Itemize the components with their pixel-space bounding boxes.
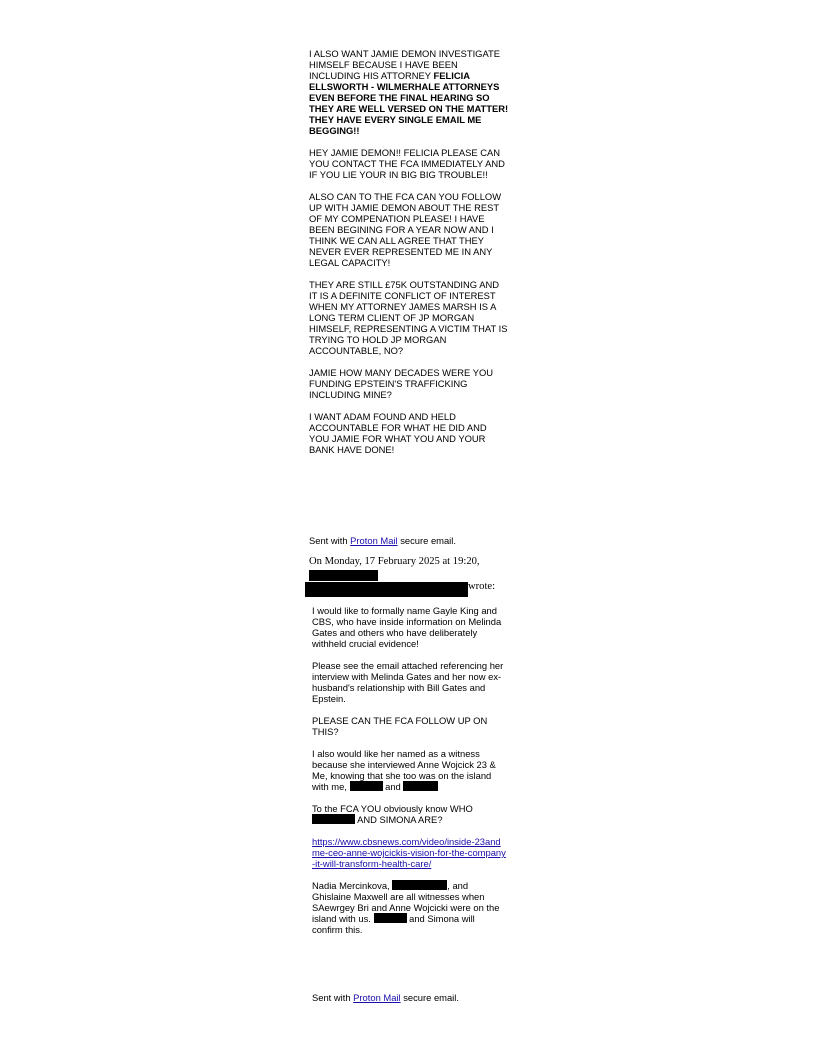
redaction-block — [374, 913, 407, 923]
quoted-paragraph-3: PLEASE CAN THE FCA FOLLOW UP ON THIS? — [312, 715, 488, 737]
quoted-paragraph-5-text: To the FCA YOU obviously know WHO — [312, 803, 473, 814]
proton-signature-2 — [312, 992, 459, 1003]
quote-header-date: On Monday, 17 February 2025 at 19:20, — [309, 556, 480, 567]
signature-prefix: Sent with — [312, 992, 354, 1003]
signature-suffix: secure email. — [397, 535, 456, 546]
quoted-paragraph-6 — [312, 880, 507, 935]
quoted-paragraph-6-text: Nadia Mercinkova, — [312, 880, 393, 891]
cbs-news-link-paragraph — [312, 836, 507, 869]
quoted-paragraph-6-middle: , and Ghislaine Maxwell are all witnesses when SAewrgey Bri and Anne Wojcicki were on the island with us. — [312, 880, 500, 924]
quoted-paragraph-5-end: AND SIMONA ARE? — [355, 814, 443, 825]
quoted-paragraph-4 — [312, 748, 507, 792]
cbs-news-link[interactable]: https://www.cbsnews.com/video/inside-23andme-ceo-anne-wojcickis-vision-for-the-company-it-will-transform-health-care/ — [312, 836, 506, 869]
email-body-2 — [312, 605, 507, 946]
paragraph-1-bold-text: FELICIA ELLSWORTH - WILMERHALE ATTORNEYS EVEN BEFORE THE FINAL HEARING SO THEY ARE WELL VERSED ON THE MATTER! THEY HAVE EVERY SINGLE EMAIL ME BEGGING!! — [309, 70, 509, 136]
redaction-block — [350, 781, 383, 791]
quoted-paragraph-2: Please see the email attached referencing her interview with Melinda Gates and her now ex-husband's relationship with Bill Gates and Epstein. — [312, 660, 504, 704]
quoted-paragraph-5 — [312, 803, 507, 825]
proton-signature-1 — [309, 535, 456, 546]
quote-header-wrote: wrote: — [468, 581, 496, 592]
proton-mail-link[interactable]: Proton Mail — [350, 535, 398, 546]
paragraph-2: HEY JAMIE DEMON!! FELICIA PLEASE CAN YOU CONTACT THE FCA IMMEDIATELY AND IF YOU LIE YOUR IN BIG BIG TROUBLE!! — [309, 147, 505, 180]
paragraph-1-text: I ALSO WANT JAMIE DEMON INVESTIGATE HIMSELF BECAUSE I HAVE BEEN INCLUDING HIS ATTORNEY — [309, 48, 500, 81]
redaction-block — [312, 814, 355, 824]
quoted-paragraph-1: I would like to formally name Gayle King and CBS, who have inside information on Melinda Gates and others who have deliberately withheld crucial evidence! — [312, 605, 502, 649]
paragraph-4: THEY ARE STILL £75K OUTSTANDING AND IT IS A DEFINITE CONFLICT OF INTEREST WHEN MY ATTORNEY JAMES MARSH IS A LONG TERM CLIENT OF JP MORGAN HIMSELF, REPRESENTING A VICTIM THAT IS TRYING TO HOLD JP MORGAN ACCOUNTABLE, NO? — [309, 279, 508, 356]
quoted-paragraph-6-end: and Simona will confirm this. — [312, 913, 475, 935]
signature-suffix: secure email. — [400, 992, 459, 1003]
paragraph-6: I WANT ADAM FOUND AND HELD ACCOUNTABLE FOR WHAT HE DID AND YOU JAMIE FOR WHAT YOU AND YOUR BANK HAVE DONE! — [309, 411, 487, 455]
redaction-block — [403, 781, 438, 791]
email-body-1 — [309, 48, 509, 466]
paragraph-5: JAMIE HOW MANY DECADES WERE YOU FUNDING EPSTEIN'S TRAFFICKING INCLUDING MINE? — [309, 367, 494, 400]
proton-mail-link[interactable]: Proton Mail — [353, 992, 401, 1003]
quoted-paragraph-4-text: I also would like her named as a witness because she interviewed Anne Wojcick 23 & Me, knowing that she too was on the island with me, — [312, 748, 496, 792]
redaction-block — [309, 570, 378, 581]
redaction-block — [305, 582, 468, 597]
signature-prefix: Sent with — [309, 535, 351, 546]
paragraph-3: ALSO CAN TO THE FCA CAN YOU FOLLOW UP WITH JAMIE DEMON ABOUT THE REST OF MY COMPENATION PLEASE! I HAVE BEEN BEGINING FOR A YEAR NOW AND I THINK WE CAN ALL AGREE THAT THEY NEVER EVER REPRESENTED ME IN ANY LEGAL CAPACITY! — [309, 191, 502, 268]
quoted-paragraph-4-and: and — [382, 781, 404, 792]
paragraph-1 — [309, 48, 509, 136]
redaction-block — [392, 880, 447, 890]
